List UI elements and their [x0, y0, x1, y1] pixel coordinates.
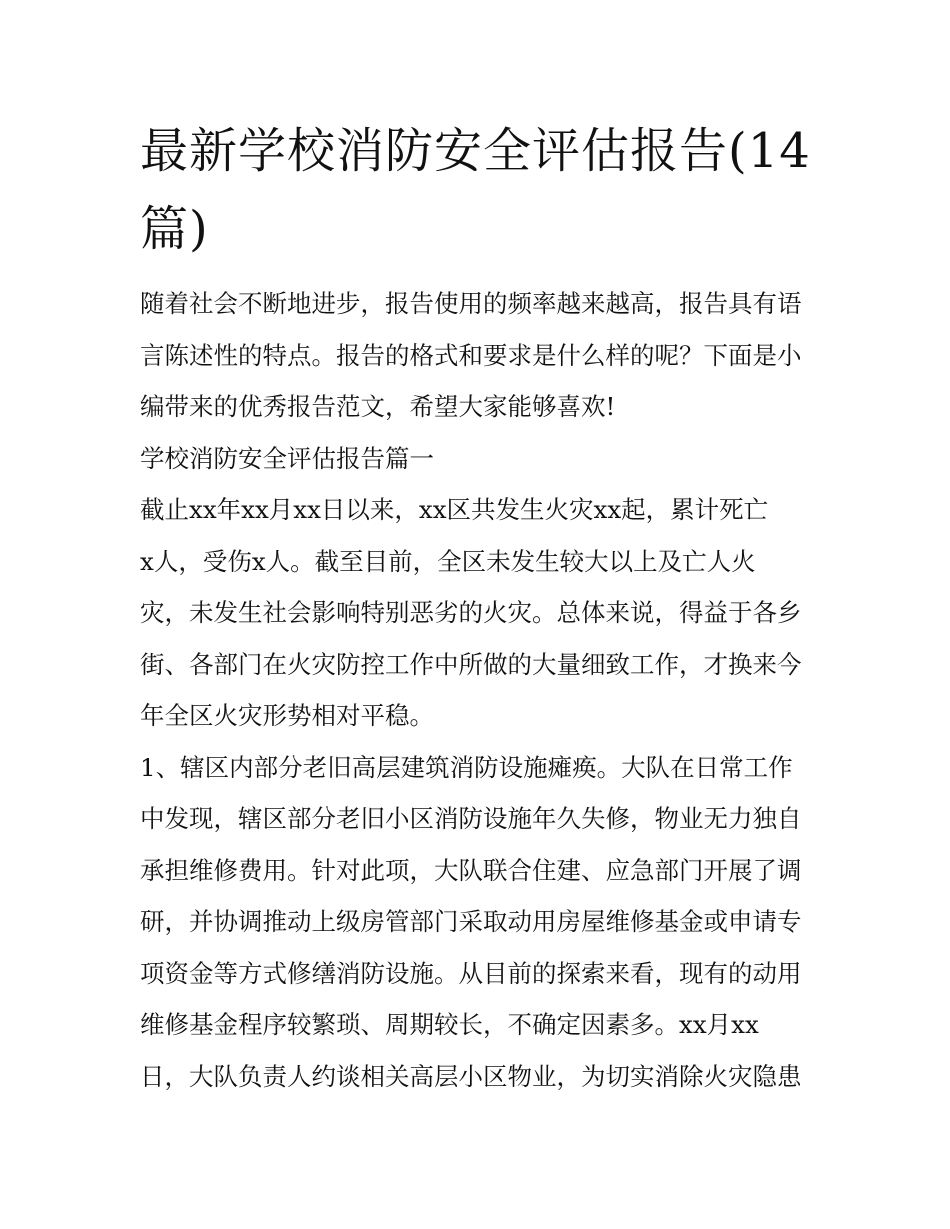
- body-line: 编带来的优秀报告范文，希望大家能够喜欢!: [140, 392, 616, 421]
- document-body: [140, 278, 820, 1102]
- body-line: 截止xx年xx月xx日以来，xx区共发生火灾xx起，累计死亡: [140, 495, 769, 524]
- body-line: x人，受伤x人。截至目前，全区未发生较大以上及亡人火: [140, 546, 756, 576]
- body-line: 日，大队负责人约谈相关高层小区物业，为切实消除火灾隐患: [140, 1061, 802, 1091]
- section-heading: 学校消防安全评估报告篇一: [140, 443, 434, 473]
- body-line: 研，并协调推动上级房管部门采取动用房屋维修基金或申请专: [140, 907, 802, 936]
- body-line: 灾，未发生社会影响特别恶劣的火灾。总体来说，得益于各乡: [140, 598, 802, 627]
- body-line: 维修基金程序较繁琐、周期较长，不确定因素多。xx月xx: [140, 1010, 759, 1039]
- body-line: 1、辖区内部分老旧高层建筑消防设施瘫痪。大队在日常工作: [140, 752, 793, 782]
- body-line: 项资金等方式修缮消防设施。从目前的探索来看，现有的动用: [140, 958, 802, 988]
- document-title: [140, 112, 820, 268]
- body-line: 言陈述性的特点。报告的格式和要求是什么样的呢？下面是小: [140, 340, 802, 370]
- body-line: 街、各部门在火灾防控工作中所做的大量细致工作，才换来今: [140, 649, 802, 679]
- body-line: 承担维修费用。针对此项，大队联合住建、应急部门开展了调: [140, 855, 802, 885]
- title-line-1: 最新学校消防安全评估报告(14: [140, 123, 811, 179]
- body-line: 年全区火灾形势相对平稳。: [140, 701, 434, 730]
- body-line: 中发现，辖区部分老旧小区消防设施年久失修，物业无力独自: [140, 804, 802, 833]
- body-line: 随着社会不断地进步，报告使用的频率越来越高，报告具有语: [140, 289, 802, 318]
- title-line-2: 篇): [140, 201, 209, 257]
